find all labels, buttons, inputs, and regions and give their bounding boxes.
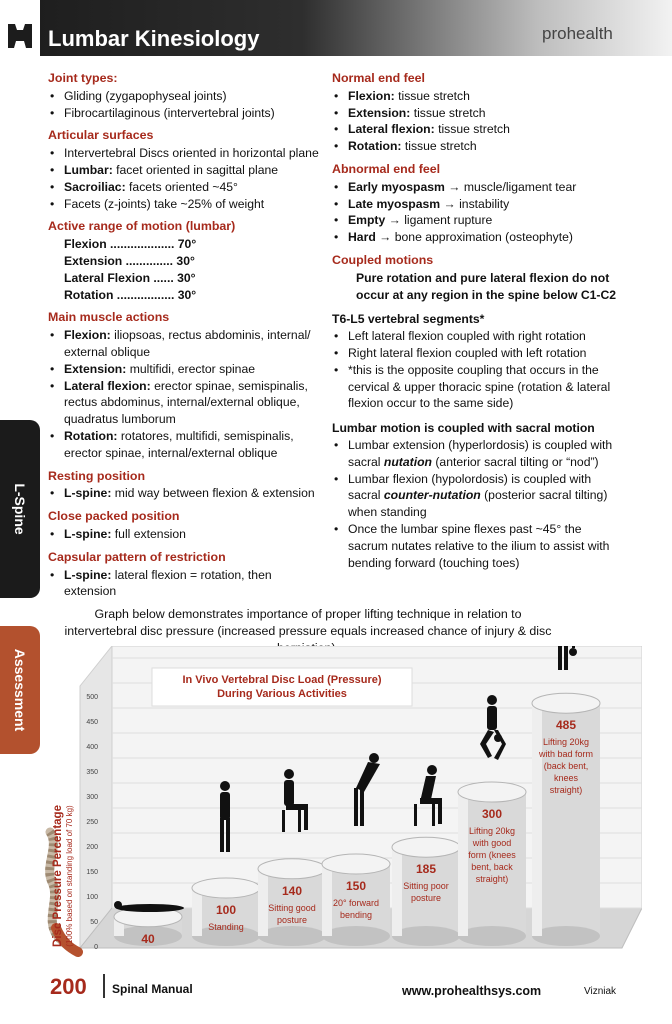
list-item: • Facets (z-joints) take ~25% of weight	[48, 196, 324, 213]
joint-types-list	[48, 88, 324, 122]
y-tick-label: 450	[86, 719, 98, 726]
list-item: • Once the lumbar spine flexes past ~45° the sacrum nutates relative to the ilium to assist with bending forward (touching toes)	[332, 521, 622, 571]
list-item: • L-spine: full extension	[48, 526, 324, 543]
bar-category-label: Standing	[208, 922, 244, 932]
list-item: • Left lateral flexion coupled with right rotation	[332, 328, 622, 345]
list-item: • Fibrocartilaginous (intervertebral joints)	[48, 105, 324, 122]
author-name: Vizniak	[584, 986, 617, 997]
y-tick-label: 0	[94, 944, 98, 951]
list-item: • L-spine: lateral flexion = rotation, then extension	[48, 567, 324, 601]
tab-l-spine-label: L-Spine	[12, 483, 28, 535]
coupled-note: Pure rotation and pure lateral flexion do not occur at any region in the spine below C1-C2	[356, 270, 617, 302]
chart-title-line-2: During Various Activities	[217, 688, 347, 700]
list-item: • Lumbar: facet oriented in sagittal plane	[48, 162, 324, 179]
page-header	[0, 0, 672, 56]
section-title-joint-types: Joint types:	[48, 71, 118, 85]
silhouette-lying	[116, 904, 184, 912]
footer-divider	[103, 974, 105, 998]
bar-value-label: 150	[345, 879, 367, 893]
page-title: Lumbar Kinesiology	[48, 26, 260, 51]
bar-category-label: with good	[472, 838, 512, 848]
right-column	[332, 64, 622, 571]
articular-list	[48, 145, 324, 212]
section-title-t6-l5: T6-L5 vertebral segments*	[332, 312, 485, 327]
list-item: • Lumbar flexion (hypolordosis) is coupled with sacral counter-nutation (posterior sacral tilting) when standing	[332, 471, 622, 521]
bar-value-label: 140	[281, 883, 303, 898]
list-item: • Extension: multifidi, erector spinae	[48, 361, 324, 378]
bar-value-label: 100	[215, 903, 237, 917]
rom-extension: Extension .............. 30°	[64, 253, 195, 268]
list-item: • Gliding (zygapophyseal joints)	[48, 88, 324, 105]
bar-category-label: straight)	[549, 785, 583, 796]
bar-value-label: 40	[141, 931, 155, 946]
list-item: • Intervertebral Discs oriented in horizontal plane	[48, 145, 324, 162]
list-item: • Flexion: iliopsoas, rectus abdominis, internal/ external oblique	[48, 327, 324, 361]
list-item: • Hard → bone approximation (osteophyte)	[332, 229, 622, 246]
section-title-sacral: Lumbar motion is coupled with sacral motion	[332, 421, 595, 436]
rom-lateral-flexion: Lateral Flexion ...... 30°	[64, 270, 196, 285]
bar	[392, 837, 460, 946]
bar-category-label: straight)	[475, 874, 509, 884]
page-number: 200	[50, 974, 87, 999]
y-axis-subtitle: (100% based on standing load of 70 kg)	[65, 805, 74, 947]
bar-category-label: knees	[553, 773, 579, 784]
bar-category-label: bending	[339, 910, 373, 920]
y-tick-label: 500	[86, 694, 98, 701]
list-item: • Rotation: rotatores, multifidi, semispinalis, erector spinae, internal/external oblique	[48, 428, 324, 462]
left-column	[48, 64, 324, 600]
list-item: • Right lateral flexion coupled with left rotation	[332, 345, 622, 362]
list-item: • *this is the opposite coupling that occurs in the cervical & upper thoracic spine (rotation & lateral flexion occur to the same side)	[332, 362, 622, 412]
section-title-articular: Articular surfaces	[48, 128, 154, 143]
bar	[532, 693, 600, 946]
y-tick-label: 150	[86, 869, 98, 876]
graph-caption: Graph below demonstrates importance of proper lifting technique in relation to intervertebral disc pressure (increased pressure equals increased chance of injury & disc	[64, 607, 552, 638]
chart-title-line-1: In Vivo Vertebral Disc Load (Pressure)	[182, 674, 382, 686]
section-title-resting: Resting position	[48, 468, 146, 483]
bar	[458, 782, 526, 946]
bar-category-label: posture	[276, 914, 308, 925]
list-item: • Lateral flexion: tissue stretch	[332, 121, 622, 138]
y-tick-label: 250	[86, 819, 98, 826]
bar-category-label: Lifting 20kg	[542, 737, 590, 748]
bar-value-label: 485	[555, 718, 577, 733]
bar-category-label: Lifting 20kg	[468, 826, 516, 836]
bar	[322, 854, 390, 946]
header-icon-box	[0, 0, 40, 56]
prohealth-logo: prohealth	[542, 24, 613, 43]
bar	[114, 907, 182, 946]
spine-icon	[0, 0, 40, 56]
bar	[258, 859, 326, 946]
list-item: • Sacroiliac: facets oriented ~45°	[48, 179, 324, 196]
list-item: • Extension: tissue stretch	[332, 105, 622, 122]
section-title-muscles: Main muscle actions	[48, 310, 170, 325]
y-tick-label: 200	[86, 844, 98, 851]
tab-l-spine[interactable]	[0, 420, 40, 598]
disc-load-chart	[42, 646, 642, 958]
y-axis-title: Disc Pressure Percentage	[52, 805, 64, 947]
list-item: • Lateral flexion: erector spinae, semispinalis, rectus abdominus, internal/external oblique, quadratus lumborum	[48, 378, 324, 428]
tab-assessment-label: Assessment	[12, 648, 28, 732]
rom-flexion: Flexion ................... 70°	[64, 237, 197, 252]
bar-value-label: 300	[481, 807, 503, 821]
bar	[192, 878, 260, 946]
rom-rotation: Rotation ................. 30°	[64, 287, 197, 302]
list-item: • L-spine: mid way between flexion & extension	[48, 485, 324, 502]
section-title-abnormal-end-feel: Abnormal end feel	[332, 161, 441, 176]
y-tick-label: 100	[86, 894, 98, 901]
section-title-close-packed: Close packed position	[48, 509, 180, 524]
tab-assessment[interactable]	[0, 626, 40, 754]
bar-category-label: bent, back	[471, 862, 513, 872]
bar-category-label: (back bent,	[543, 761, 589, 772]
list-item: • Lumbar extension (hyperlordosis) is coupled with sacral nutation (anterior sacral tilting or “nod”)	[332, 437, 622, 471]
bar-category-label: form (knees	[468, 850, 516, 860]
bar-category-label: posture	[410, 893, 442, 904]
list-item: • Empty → ligament rupture	[332, 212, 622, 229]
section-title-normal-end-feel: Normal end feel	[332, 71, 425, 85]
y-tick-label: 300	[86, 794, 98, 801]
section-title-rom: Active range of motion (lumbar)	[48, 219, 236, 234]
bar-category-label: with bad form	[538, 749, 594, 760]
section-title-capsular: Capsular pattern of restriction	[48, 549, 226, 564]
list-item: • Late myospasm → instability	[332, 196, 622, 213]
section-title-coupled: Coupled motions	[332, 252, 434, 267]
muscles-list	[48, 327, 324, 461]
bar-category-label: 20° forward	[332, 898, 380, 908]
list-item: • Early myospasm → muscle/ligament tear	[332, 179, 622, 196]
bar-value-label: 185	[415, 862, 437, 877]
y-tick-label: 400	[86, 744, 98, 751]
y-tick-label: 50	[90, 919, 98, 926]
bar-category-label: Sitting poor	[403, 881, 449, 892]
website-link[interactable]: www.prohealthsys.com	[402, 984, 542, 998]
y-tick-label: 350	[86, 769, 98, 776]
bar-category-label: Sitting good	[268, 902, 316, 913]
list-item: • Rotation: tissue stretch	[332, 138, 622, 155]
list-item: • Flexion: tissue stretch	[332, 88, 622, 105]
manual-title: Spinal Manual	[112, 982, 193, 996]
